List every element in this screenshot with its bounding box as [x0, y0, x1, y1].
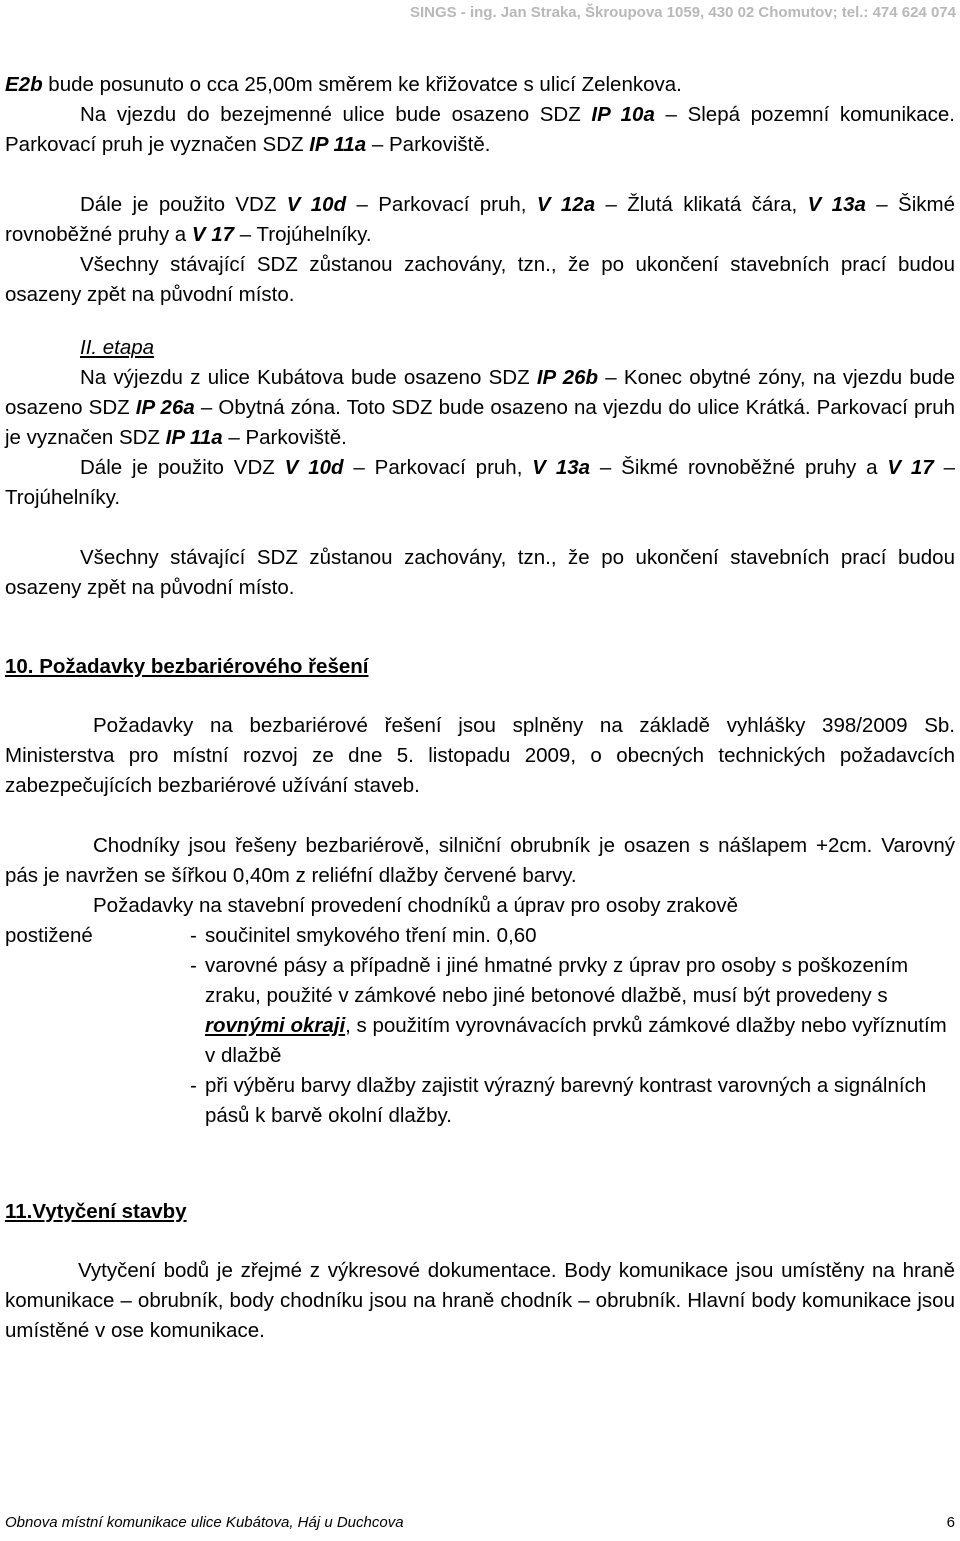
list-lead: postižené: [5, 924, 93, 947]
section-11: [5, 1197, 955, 1346]
paragraph-vdz-2: Dále je použito VDZ V 10d – Parkovací pruh, V 13a – Šikmé rovnoběžné pruhy a V 17 – Trojúhelníky.: [5, 456, 955, 509]
list-item: - při výběru barvy dlažby zajistit výrazný barevný kontrast varovných a signálních pásů k barvě okolní dlažby.: [190, 1074, 927, 1127]
footer-title: Obnova místní komunikace ulice Kubátova, Háj u Duchcova: [5, 1514, 404, 1531]
paragraph-vdz: Dále je použito VDZ V 10d – Parkovací pruh, V 12a – Žlutá klikatá čára, V 13a – Šikmé rovnoběžné pruhy a V 17 – Trojúhelníky.: [5, 193, 955, 246]
paragraph-ip10a: Na vjezdu do bezejmenné ulice bude osazeno SDZ IP 10a – Slepá pozemní komunikace. Parkovací pruh je vyznačen SDZ IP 11a – Parkoviště.: [5, 103, 956, 156]
page-number: 6: [946, 1514, 955, 1531]
section-10: [5, 652, 955, 1131]
paragraph-kubatova: Na výjezdu z ulice Kubátova bude osazeno SDZ IP 26b – Konec obytné zóny, na vjezdu bude osazeno SDZ IP 26a – Obytná zóna. Toto SDZ bude osazeno na vjezdu do ulice Krátká. Parkovací pruh je vyznačen SDZ IP 11a – Parkoviště.: [5, 366, 955, 449]
paragraph-vytyceni: Vytyčení bodů je zřejmé z výkresové dokumentace. Body komunikace jsou umístěny na hraně komunikace – obrubník, body chodníku jsou na hraně chodník – obrubník. Hlavní body komunikace jsou umístěné v ose komunikace.: [5, 1259, 955, 1342]
requirements-list: [5, 921, 955, 1131]
sign-code: E2b: [5, 73, 43, 96]
block-etapa2: [5, 333, 955, 603]
etapa2-title: II. etapa: [80, 336, 155, 359]
page-footer: [5, 1514, 955, 1531]
paragraph-e2b: E2b bude posunuto o cca 25,00m směrem ke křižovatce s ulicí Zelenkova.: [5, 73, 682, 96]
section-10-heading: 10. Požadavky bezbariérového řešení: [5, 655, 369, 678]
paragraph-sdz-preserved: Všechny stávající SDZ zůstanou zachovány, tzn., že po ukončení stavebních prací budou osazeny zpět na původní místo.: [5, 253, 955, 306]
paragraph-sdz-preserved-2: Všechny stávající SDZ zůstanou zachovány, tzn., že po ukončení stavebních prací budou osazeny zpět na původní místo.: [5, 546, 955, 599]
page-header: SINGS - ing. Jan Straka, Škroupova 1059, 430 02 Chomutov; tel.: 474 624 074: [409, 4, 956, 21]
list-item: - součinitel smykového tření min. 0,60: [190, 924, 537, 947]
paragraph-vyhlaska: Požadavky na bezbariérové řešení jsou splněny na základě vyhlášky 398/2009 Sb. Ministerstva pro místní rozvoj ze dne 5. listopadu 2009, o obecných technických požadavcích zabezpečujících bezbariérové užívání staveb.: [5, 714, 955, 797]
list-items: [190, 921, 955, 1131]
block-etapa1-tail: [5, 70, 955, 310]
paragraph-chodniky: Chodníky jsou řešeny bezbariérově, silniční obrubník je osazen s nášlapem +2cm. Varovný pás je navržen se šířkou 0,40m z reliéfní dlažby červené barvy.: [5, 834, 955, 887]
paragraph-pozadavky: Požadavky na stavební provedení chodníků a úprav pro osoby zrakově: [93, 894, 739, 917]
section-11-heading: 11.Vytyčení stavby: [5, 1200, 187, 1223]
list-item: - varovné pásy a případně i jiné hmatné prvky z úprav pro osoby s poškozením zraku, použité v zámkové nebo jiné betonové dlažbě, musí být provedeny s rovnými okraji, s použitím vyrovnávacích prvků zámkové dlažby nebo vyříznutím v dlažbě: [190, 954, 947, 1067]
